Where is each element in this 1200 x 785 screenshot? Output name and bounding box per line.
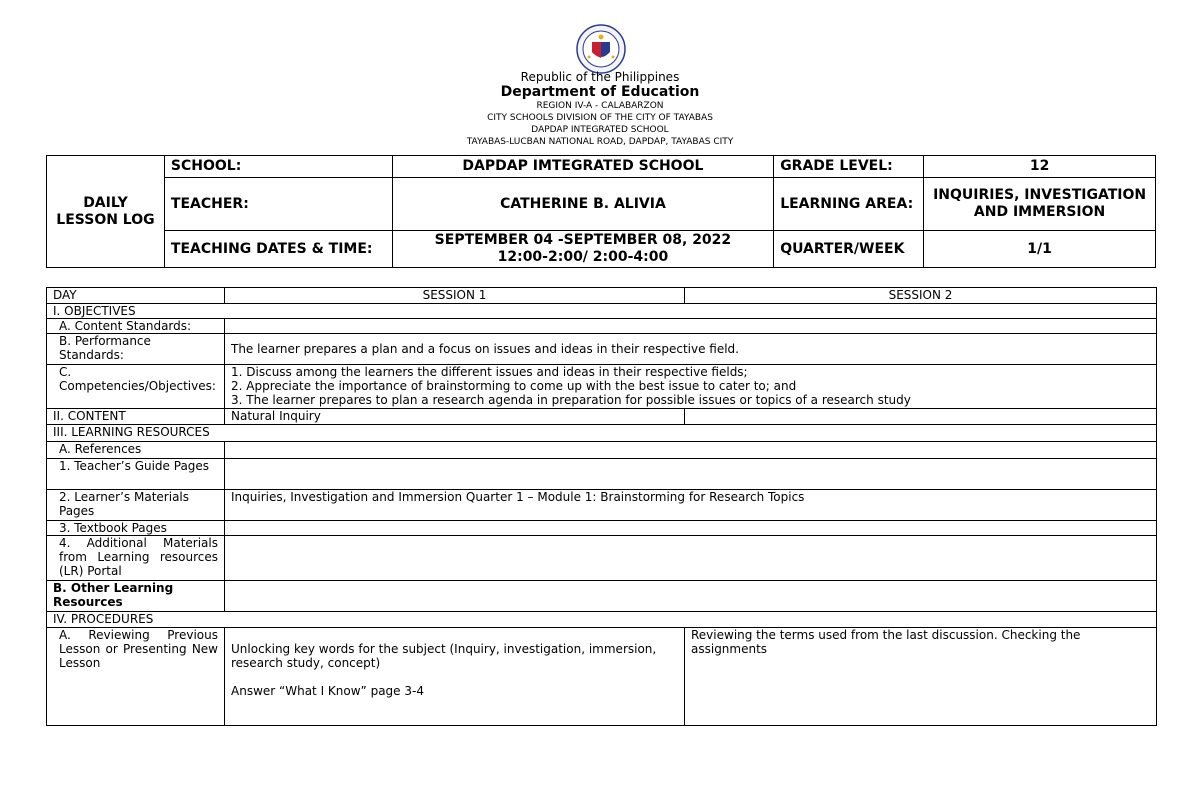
references-value — [225, 442, 1157, 459]
objectives-heading: I. OBJECTIVES — [47, 304, 1157, 319]
textbook-label: 3. Textbook Pages — [47, 521, 225, 536]
school-value: DAPDAP IMTEGRATED SCHOOL — [392, 156, 774, 178]
performance-standards-value: The learner prepares a plan and a focus on issues and ideas in their respective field. — [225, 334, 1157, 365]
learners-materials-value: Inquiries, Investigation and Immersion Quarter 1 – Module 1: Brainstorming for Research Topics — [225, 490, 1157, 521]
additional-materials-label: 4. Additional Materials from Learning resources (LR) Portal — [47, 536, 225, 581]
teacher-value: CATHERINE B. ALIVIA — [392, 178, 774, 231]
additional-materials-value — [225, 536, 1157, 581]
reviewing-label: A. Reviewing Previous Lesson or Presenting New Lesson — [47, 628, 225, 726]
content-value: Natural Inquiry — [225, 409, 685, 425]
info-table — [46, 155, 1156, 268]
deped-seal-icon — [576, 24, 626, 74]
session1-header: SESSION 1 — [225, 288, 685, 304]
lesson-log-table — [46, 287, 1157, 726]
area-label: LEARNING AREA: — [774, 178, 924, 231]
competency-item: 2. Appreciate the importance of brainstorming to come up with the best issue to cater to; and — [231, 379, 797, 393]
competency-item: 1. Discuss among the learners the different issues and ideas in their respective fields; — [231, 365, 748, 379]
references-label: A. References — [47, 442, 225, 459]
other-resources-value — [225, 581, 1157, 612]
performance-standards-label: B. Performance Standards: — [47, 334, 225, 365]
competency-item: 3. The learner prepares to plan a research agenda in preparation for possible issues or topics of a research study — [231, 393, 911, 407]
school-label: SCHOOL: — [164, 156, 392, 178]
competencies-label: C. Competencies/Objectives: — [47, 365, 225, 409]
dates-range: SEPTEMBER 04 -SEPTEMBER 08, 2022 — [434, 232, 732, 248]
division-line: CITY SCHOOLS DIVISION OF THE CITY OF TAYABAS — [487, 113, 713, 123]
grade-value: 12 — [924, 156, 1156, 178]
dates-label: TEACHING DATES & TIME: — [164, 231, 392, 268]
department-line: Department of Education — [500, 84, 700, 100]
teacher-label: TEACHER: — [164, 178, 392, 231]
region-line: REGION IV-A - CALABARZON — [536, 101, 664, 111]
grade-label: GRADE LEVEL: — [774, 156, 924, 178]
day-header: DAY — [47, 288, 225, 304]
school-line: DAPDAP INTEGRATED SCHOOL — [531, 125, 669, 135]
resources-heading: III. LEARNING RESOURCES — [47, 425, 1157, 442]
other-resources-label: B. Other Learning Resources — [47, 581, 225, 612]
procedures-heading: IV. PROCEDURES — [47, 612, 1157, 628]
address-line: TAYABAS-LUCBAN NATIONAL ROAD, DAPDAP, TAYABAS CITY — [466, 137, 734, 147]
competencies-value — [225, 365, 1157, 409]
teachers-guide-value — [225, 459, 1157, 490]
dll-title: DAILY LESSON LOG — [47, 156, 165, 268]
content-label: II. CONTENT — [47, 409, 225, 425]
area-value: INQUIRIES, INVESTIGATION AND IMMERSION — [924, 178, 1156, 231]
reviewing-session1 — [225, 628, 685, 726]
textbook-value — [225, 521, 1157, 536]
dates-value — [392, 231, 774, 268]
republic-line: Republic of the Philippines — [520, 70, 680, 84]
session2-header: SESSION 2 — [685, 288, 1157, 304]
reviewing-session1-text: Unlocking key words for the subject (Inquiry, investigation, immersion, research study, concept) — [231, 642, 657, 670]
reviewing-session1-answer: Answer “What I Know” page 3-4 — [231, 684, 424, 698]
content-standards-value — [225, 319, 1157, 334]
quarter-value: 1/1 — [924, 231, 1156, 268]
quarter-label: QUARTER/WEEK — [774, 231, 924, 268]
content-session2 — [685, 409, 1157, 425]
content-standards-label: A. Content Standards: — [47, 319, 225, 334]
reviewing-session2: Reviewing the terms used from the last discussion. Checking the assignments — [685, 628, 1157, 726]
learners-materials-label: 2. Learner’s Materials Pages — [47, 490, 225, 521]
dates-time: 12:00-2:00/ 2:00-4:00 — [497, 249, 669, 265]
teachers-guide-label: 1. Teacher’s Guide Pages — [47, 459, 225, 490]
